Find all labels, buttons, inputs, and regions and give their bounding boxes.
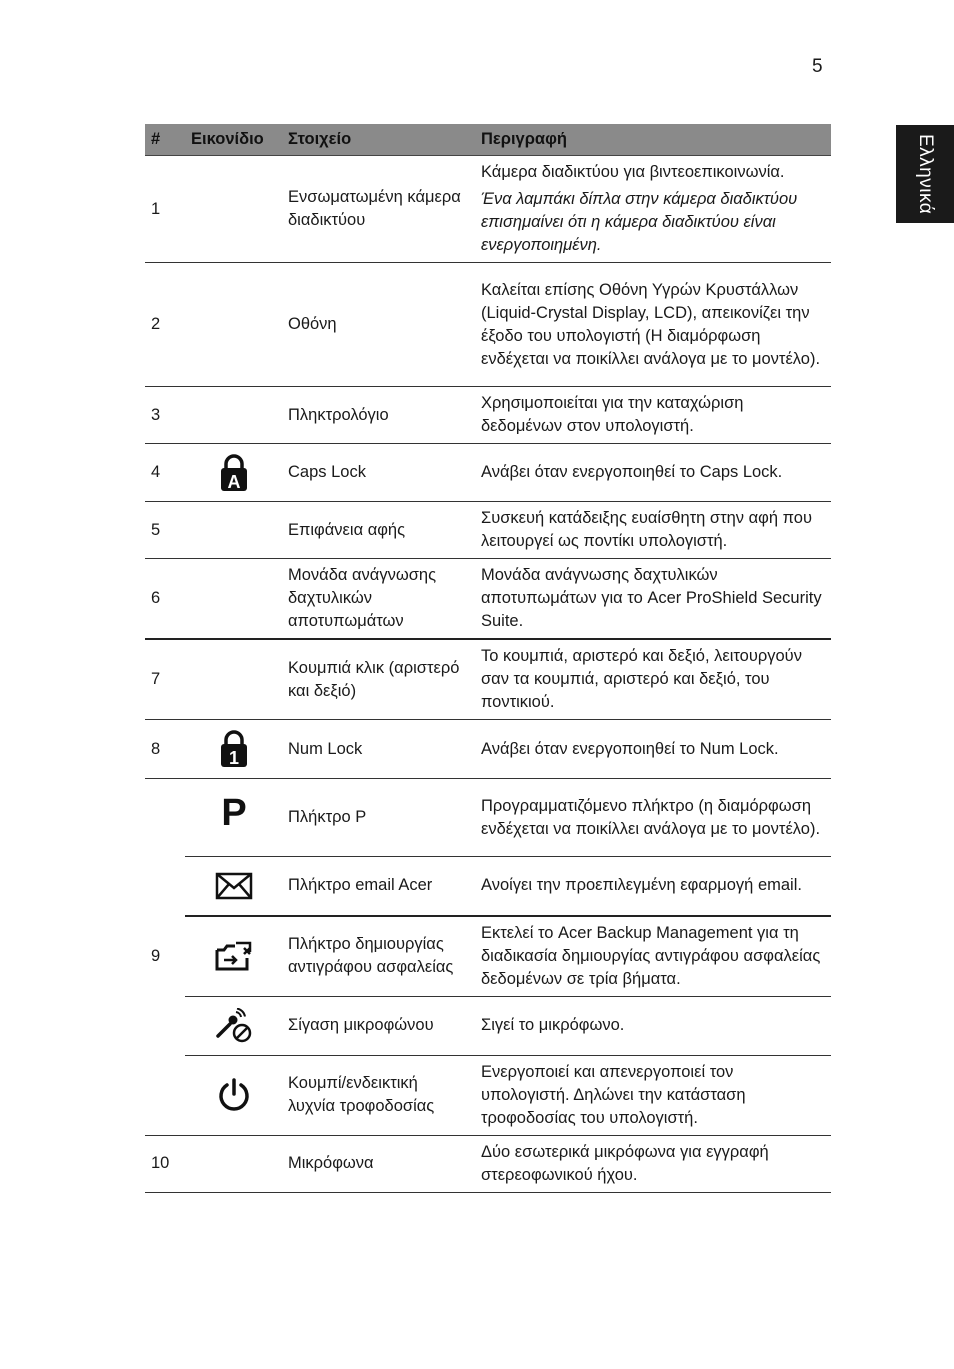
row-item: Πληκτρολόγιο xyxy=(282,387,475,444)
svg-text:P: P xyxy=(220,791,247,831)
row-item: Κουμπιά κλικ (αριστερό και δεξιό) xyxy=(282,639,475,720)
row-item: Πλήκτρο email Acer xyxy=(282,857,475,916)
row-description: Μονάδα ανάγνωσης δαχτυλικών αποτυπωμάτων για το Acer ProShield Security Suite. xyxy=(475,559,831,640)
table-row xyxy=(145,387,831,444)
header-description: Περιγραφή xyxy=(475,124,831,156)
row-item: Πλήκτρο δημιουργίας αντιγράφου ασφαλείας xyxy=(282,916,475,997)
table-row xyxy=(145,779,831,857)
row-description: Προγραμματιζόμενο πλήκτρο (η διαμόρφωση ενδέχεται να ποικίλλει ανάλογα με το μοντέλο). xyxy=(475,779,831,857)
row-description: Χρησιμοποιείται για την καταχώριση δεδομένων στον υπολογιστή. xyxy=(475,387,831,444)
row-description: Εκτελεί το Acer Backup Management για τη διαδικασία δημιουργίας αντιγράφου ασφαλείας δεδομένων σε τρία βήματα. xyxy=(475,916,831,997)
row-description: Ανάβει όταν ενεργοποιηθεί το Caps Lock. xyxy=(475,444,831,502)
email-icon xyxy=(215,872,253,900)
caps-lock-icon xyxy=(219,454,249,492)
row-number: 4 xyxy=(145,444,185,502)
language-tab-label: Ελληνικά xyxy=(915,133,936,215)
row-number: 8 xyxy=(145,720,185,779)
row-description: Το κουμπιά, αριστερό και δεξιό, λειτουργούν σαν τα κουμπιά, αριστερό και δεξιό, του ποντικιού. xyxy=(475,639,831,720)
mic-mute-icon xyxy=(214,1008,254,1044)
language-tab xyxy=(896,125,954,223)
num-lock-icon xyxy=(219,730,249,768)
row-number: 7 xyxy=(145,639,185,720)
row-description: Ανοίγει την προεπιλεγμένη εφαρμογή email. xyxy=(475,857,831,916)
row-number: 10 xyxy=(145,1135,185,1192)
table-row xyxy=(145,857,831,916)
row-item: Ενσωματωμένη κάμερα διαδικτύου xyxy=(282,156,475,263)
row-number: 1 xyxy=(145,156,185,263)
row-description: Ενεργοποιεί και απενεργοποιεί τον υπολογιστή. Δηλώνει την κατάσταση τροφοδοσίας του υπολογιστή. xyxy=(475,1055,831,1135)
power-icon xyxy=(216,1077,252,1113)
table-row xyxy=(145,1055,831,1135)
header-item: Στοιχείο xyxy=(282,124,475,156)
row-number: 6 xyxy=(145,559,185,640)
svg-text:A: A xyxy=(227,471,240,492)
table-row xyxy=(145,156,831,263)
row-item: Επιφάνεια αφής xyxy=(282,502,475,559)
row-number: 9 xyxy=(145,779,185,1136)
table-row xyxy=(145,502,831,559)
row-item: Πλήκτρο P xyxy=(282,779,475,857)
row-description: Σιγεί το μικρόφωνο. xyxy=(475,996,831,1055)
row-item: Κουμπί/ενδεικτική λυχνία τροφοδοσίας xyxy=(282,1055,475,1135)
row-description: Κάμερα διαδικτύου για βιντεοεπικοινωνία. xyxy=(481,163,785,181)
table-row xyxy=(145,639,831,720)
row-item: Μικρόφωνα xyxy=(282,1135,475,1192)
row-item: Num Lock xyxy=(282,720,475,779)
table-row xyxy=(145,996,831,1055)
table-row xyxy=(145,559,831,640)
row-description: Συσκευή κατάδειξης ευαίσθητη στην αφή που λειτουργεί ως ποντίκι υπολογιστή. xyxy=(475,502,831,559)
row-number: 3 xyxy=(145,387,185,444)
table-row xyxy=(145,720,831,779)
row-description: Καλείται επίσης Οθόνη Υγρών Κρυστάλλων (Liquid-Crystal Display, LCD), απεικονίζει την έξοδο του υπολογιστή (Η διαμόρφωση ενδέχεται να ποικίλλει ανάλογα με το μοντέλο). xyxy=(475,263,831,387)
table-row xyxy=(145,916,831,997)
row-description: Ανάβει όταν ενεργοποιηθεί το Num Lock. xyxy=(475,720,831,779)
row-item: Οθόνη xyxy=(282,263,475,387)
header-number: # xyxy=(145,124,185,156)
header-icon: Εικονίδιο xyxy=(185,124,282,156)
backup-icon xyxy=(214,940,254,972)
page-number: 5 xyxy=(812,56,823,77)
row-item: Σίγαση μικροφώνου xyxy=(282,996,475,1055)
row-description: Δύο εσωτερικά μικρόφωνα για εγγραφή στερεοφωνικού ήχου. xyxy=(475,1135,831,1192)
svg-text:1: 1 xyxy=(228,748,239,768)
row-number: 2 xyxy=(145,263,185,387)
table-row xyxy=(145,1135,831,1192)
table-header-row xyxy=(145,124,831,156)
p-key-icon xyxy=(219,791,249,831)
components-table xyxy=(145,124,831,1193)
table-row xyxy=(145,263,831,387)
row-description-note: Ένα λαμπάκι δίπλα στην κάμερα διαδικτύου επισημαίνει ότι η κάμερα διαδικτύου είναι ενεργοποιημένη. xyxy=(481,190,798,254)
row-number: 5 xyxy=(145,502,185,559)
table-row xyxy=(145,444,831,502)
row-item: Μονάδα ανάγνωσης δαχτυλικών αποτυπωμάτων xyxy=(282,559,475,640)
row-item: Caps Lock xyxy=(282,444,475,502)
